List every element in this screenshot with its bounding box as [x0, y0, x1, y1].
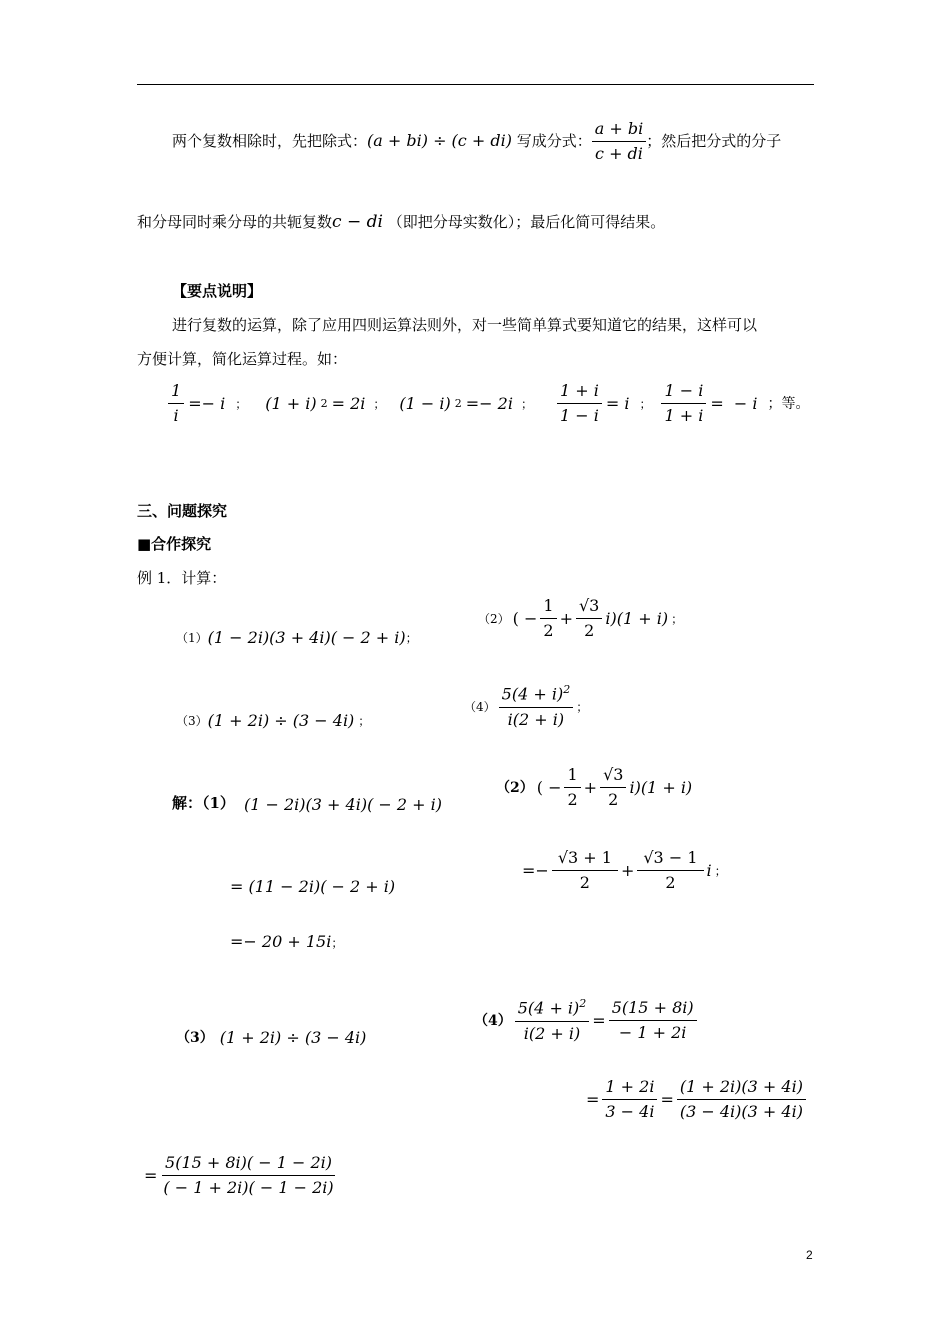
- section-title: 三、问题探究: [137, 502, 228, 520]
- identity-sep-4: ；: [639, 396, 652, 411]
- solution-2-r1-den: 2: [579, 873, 590, 893]
- solution-4-label: （4）: [474, 1012, 512, 1029]
- identity-2-base: (1 + i): [265, 393, 317, 413]
- solution-2-line-2: [522, 849, 727, 893]
- solution-2-end: ；: [714, 863, 727, 878]
- solution-1-line-2: = (11 − 2i)( − 2 + i): [230, 877, 396, 896]
- solution-3-label: （3）: [176, 1030, 214, 1046]
- problem-2-fraction-2: [576, 597, 602, 641]
- solution-4-eq-2: =: [144, 1165, 158, 1185]
- intro-fraction-numerator: a + bi: [592, 120, 646, 142]
- identity-2-rhs: = 2i: [331, 393, 366, 413]
- problem-3-expr: (1 + 2i) ÷ (3 − 4i): [207, 711, 355, 730]
- identity-3-base: (1 − i): [399, 393, 451, 413]
- intro-text-2-tail: （即把分母实数化）；最后化简可得结果。: [387, 213, 666, 231]
- problem-4-num-exp: 2: [563, 683, 571, 696]
- solution-4-r-den: − 1 + 2i: [618, 1023, 687, 1043]
- solution-3-expr: (1 + 2i) ÷ (3 − 4i): [219, 1028, 367, 1047]
- example-label: 例 1．计算：: [137, 569, 227, 587]
- solution-3-f1-num: 1 + 2i: [602, 1078, 657, 1100]
- solution-2-plus-2: +: [620, 860, 635, 880]
- problem-4-num: 5(4 + i): [501, 684, 564, 704]
- solution-4-fraction-3: [160, 1154, 336, 1198]
- identity-sep-3: ；: [520, 396, 533, 411]
- solution-4-num-exp: 2: [579, 997, 587, 1010]
- intro-text-1: 两个复数相除时，先把除式：: [172, 131, 368, 150]
- identity-5-rhs: = − i: [710, 393, 758, 413]
- solution-2-r2-den: 2: [665, 873, 676, 893]
- solution-2-r1-num: √3 + 1: [552, 849, 618, 871]
- solution-3-line-2: [586, 1078, 806, 1122]
- identity-1-num: 1: [168, 382, 184, 404]
- solution-2-pre: ( −: [536, 777, 562, 797]
- problem-2-plus: +: [559, 608, 573, 628]
- intro-text-tail: ；然后把分式的分子: [646, 131, 782, 150]
- solution-3-f2-den: (3 − 4i)(3 + 4i): [679, 1102, 803, 1122]
- intro-fraction: [592, 120, 646, 164]
- problem-1: [176, 630, 418, 646]
- solution-2-f1-num: 1: [564, 766, 580, 788]
- intro-text-mid: 写成分式：: [516, 131, 592, 150]
- solution-2-line-1: [496, 766, 692, 810]
- problem-2: [478, 597, 683, 641]
- identity-5-num: 1 − i: [661, 382, 706, 404]
- solution-4-num-wrap: [515, 998, 590, 1022]
- problem-1-label: （1）: [176, 631, 208, 645]
- solution-2-f2-den: 2: [608, 790, 619, 810]
- solution-3-eq-1: =: [586, 1089, 600, 1109]
- solution-2-label: （2）: [496, 779, 534, 796]
- intro-division-expr: (a + bi) ÷ (c + di): [367, 130, 512, 150]
- problem-3-label: （3）: [176, 714, 208, 728]
- identity-4-den: 1 − i: [559, 406, 599, 426]
- notes-heading: 【要点说明】: [172, 282, 263, 300]
- problem-2-end: ；: [671, 611, 684, 626]
- problem-4-end: ；: [576, 699, 589, 714]
- solution-1-line-3: [230, 934, 343, 950]
- problem-2-f2-den: 2: [584, 621, 595, 641]
- solution-4-r-num: 5(15 + 8i): [609, 999, 697, 1021]
- solution-3-line-1: [176, 1030, 366, 1046]
- solution-4-r2-den: ( − 1 + 2i)( − 1 − 2i): [163, 1178, 334, 1198]
- header-rule: [137, 84, 814, 85]
- solution-3-fraction-2: [677, 1078, 806, 1122]
- problem-2-f2-num: √3: [576, 597, 602, 619]
- solution-2-i: i: [706, 860, 712, 880]
- solution-4-line-1: [474, 998, 697, 1043]
- page-number: 2: [806, 1248, 813, 1262]
- problem-2-post: i)(1 + i): [605, 608, 669, 628]
- solution-2-result-fraction-2: [637, 849, 703, 893]
- solution-2-result-fraction-1: [552, 849, 618, 893]
- intro-line-2: [137, 214, 665, 231]
- problem-4-num-wrap: [499, 684, 574, 708]
- identity-4-num: 1 + i: [557, 382, 602, 404]
- problem-4-label: （4）: [464, 699, 496, 714]
- problem-2-f1-den: 2: [543, 621, 554, 641]
- solution-1-line-3-end: ；: [331, 936, 344, 950]
- problem-4: [464, 684, 588, 729]
- solution-4-r2-num: 5(15 + 8i)( − 1 − 2i): [162, 1154, 335, 1176]
- intro-text-2: 和分母同时乘分母的共轭复数: [137, 213, 333, 231]
- problem-1-end: ；: [405, 631, 418, 645]
- solution-4-line-2: [144, 1154, 337, 1198]
- identity-2-exp: 2: [320, 397, 328, 411]
- solution-4-num: 5(4 + i): [517, 998, 580, 1018]
- identity-sep-2: ；: [373, 396, 386, 411]
- identity-3-rhs: =− 2i: [465, 393, 513, 413]
- identity-4-rhs: = i: [605, 393, 630, 413]
- identity-end: ；等。: [767, 395, 810, 412]
- identity-sep-1: ；: [235, 396, 248, 411]
- problem-2-f1-num: 1: [540, 597, 556, 619]
- problem-1-expr: (1 − 2i)(3 + 4i)( − 2 + i): [207, 628, 406, 647]
- identity-1-fraction: [168, 382, 184, 426]
- solution-label: 解：（1）: [172, 794, 235, 812]
- identity-1-den: i: [173, 406, 179, 426]
- identity-3-exp: 2: [454, 397, 462, 411]
- section-subtitle: ■合作探究: [137, 535, 212, 553]
- solution-2-f1-den: 2: [567, 790, 578, 810]
- problem-2-pre: ( −: [512, 608, 538, 628]
- solution-4-eq: =: [592, 1010, 606, 1030]
- solution-2-r2-num: √3 − 1: [637, 849, 703, 871]
- intro-line-1: [172, 120, 781, 164]
- solution-3-f1-den: 3 − 4i: [605, 1102, 655, 1122]
- problem-2-fraction-1: [540, 597, 556, 641]
- solution-4-den: i(2 + i): [523, 1023, 581, 1043]
- identities-row: [168, 382, 810, 426]
- solution-2-f2-num: √3: [600, 766, 626, 788]
- problem-4-den: i(2 + i): [507, 709, 565, 729]
- solution-3-fraction-1: [602, 1078, 657, 1122]
- notes-line-2: 方便计算，简化运算过程。如：: [137, 350, 348, 368]
- problem-3: [176, 713, 370, 729]
- identity-5-den: 1 + i: [664, 406, 704, 426]
- problem-4-fraction: [499, 684, 574, 729]
- solution-4-fraction-2: [609, 999, 697, 1043]
- solution-3-eq-2: =: [660, 1089, 674, 1109]
- solution-3-f2-num: (1 + 2i)(3 + 4i): [677, 1078, 806, 1100]
- solution-2-eq: =−: [522, 860, 549, 880]
- notes-line-1: 进行复数的运算，除了应用四则运算法则外，对一些简单算式要知道它的结果，这样可以: [172, 316, 758, 334]
- solution-4-fraction-1: [515, 998, 590, 1043]
- identity-5-fraction: [661, 382, 706, 426]
- solution-2-fraction-2: [600, 766, 626, 810]
- solution-2-plus: +: [583, 777, 598, 797]
- solution-2-post: i)(1 + i): [629, 777, 693, 797]
- solution-2-fraction-1: [564, 766, 580, 810]
- identity-1-rhs: =− i: [188, 393, 226, 413]
- intro-fraction-denominator: c + di: [595, 144, 643, 164]
- identity-4-fraction: [557, 382, 602, 426]
- solution-1-line-3-expr: =− 20 + 15i: [230, 932, 332, 951]
- problem-3-end: ；: [358, 714, 371, 728]
- problem-2-label: （2）: [478, 611, 510, 626]
- solution-1-line-1: (1 − 2i)(3 + 4i)( − 2 + i): [244, 795, 443, 814]
- conjugate-expr: c − di: [332, 212, 383, 232]
